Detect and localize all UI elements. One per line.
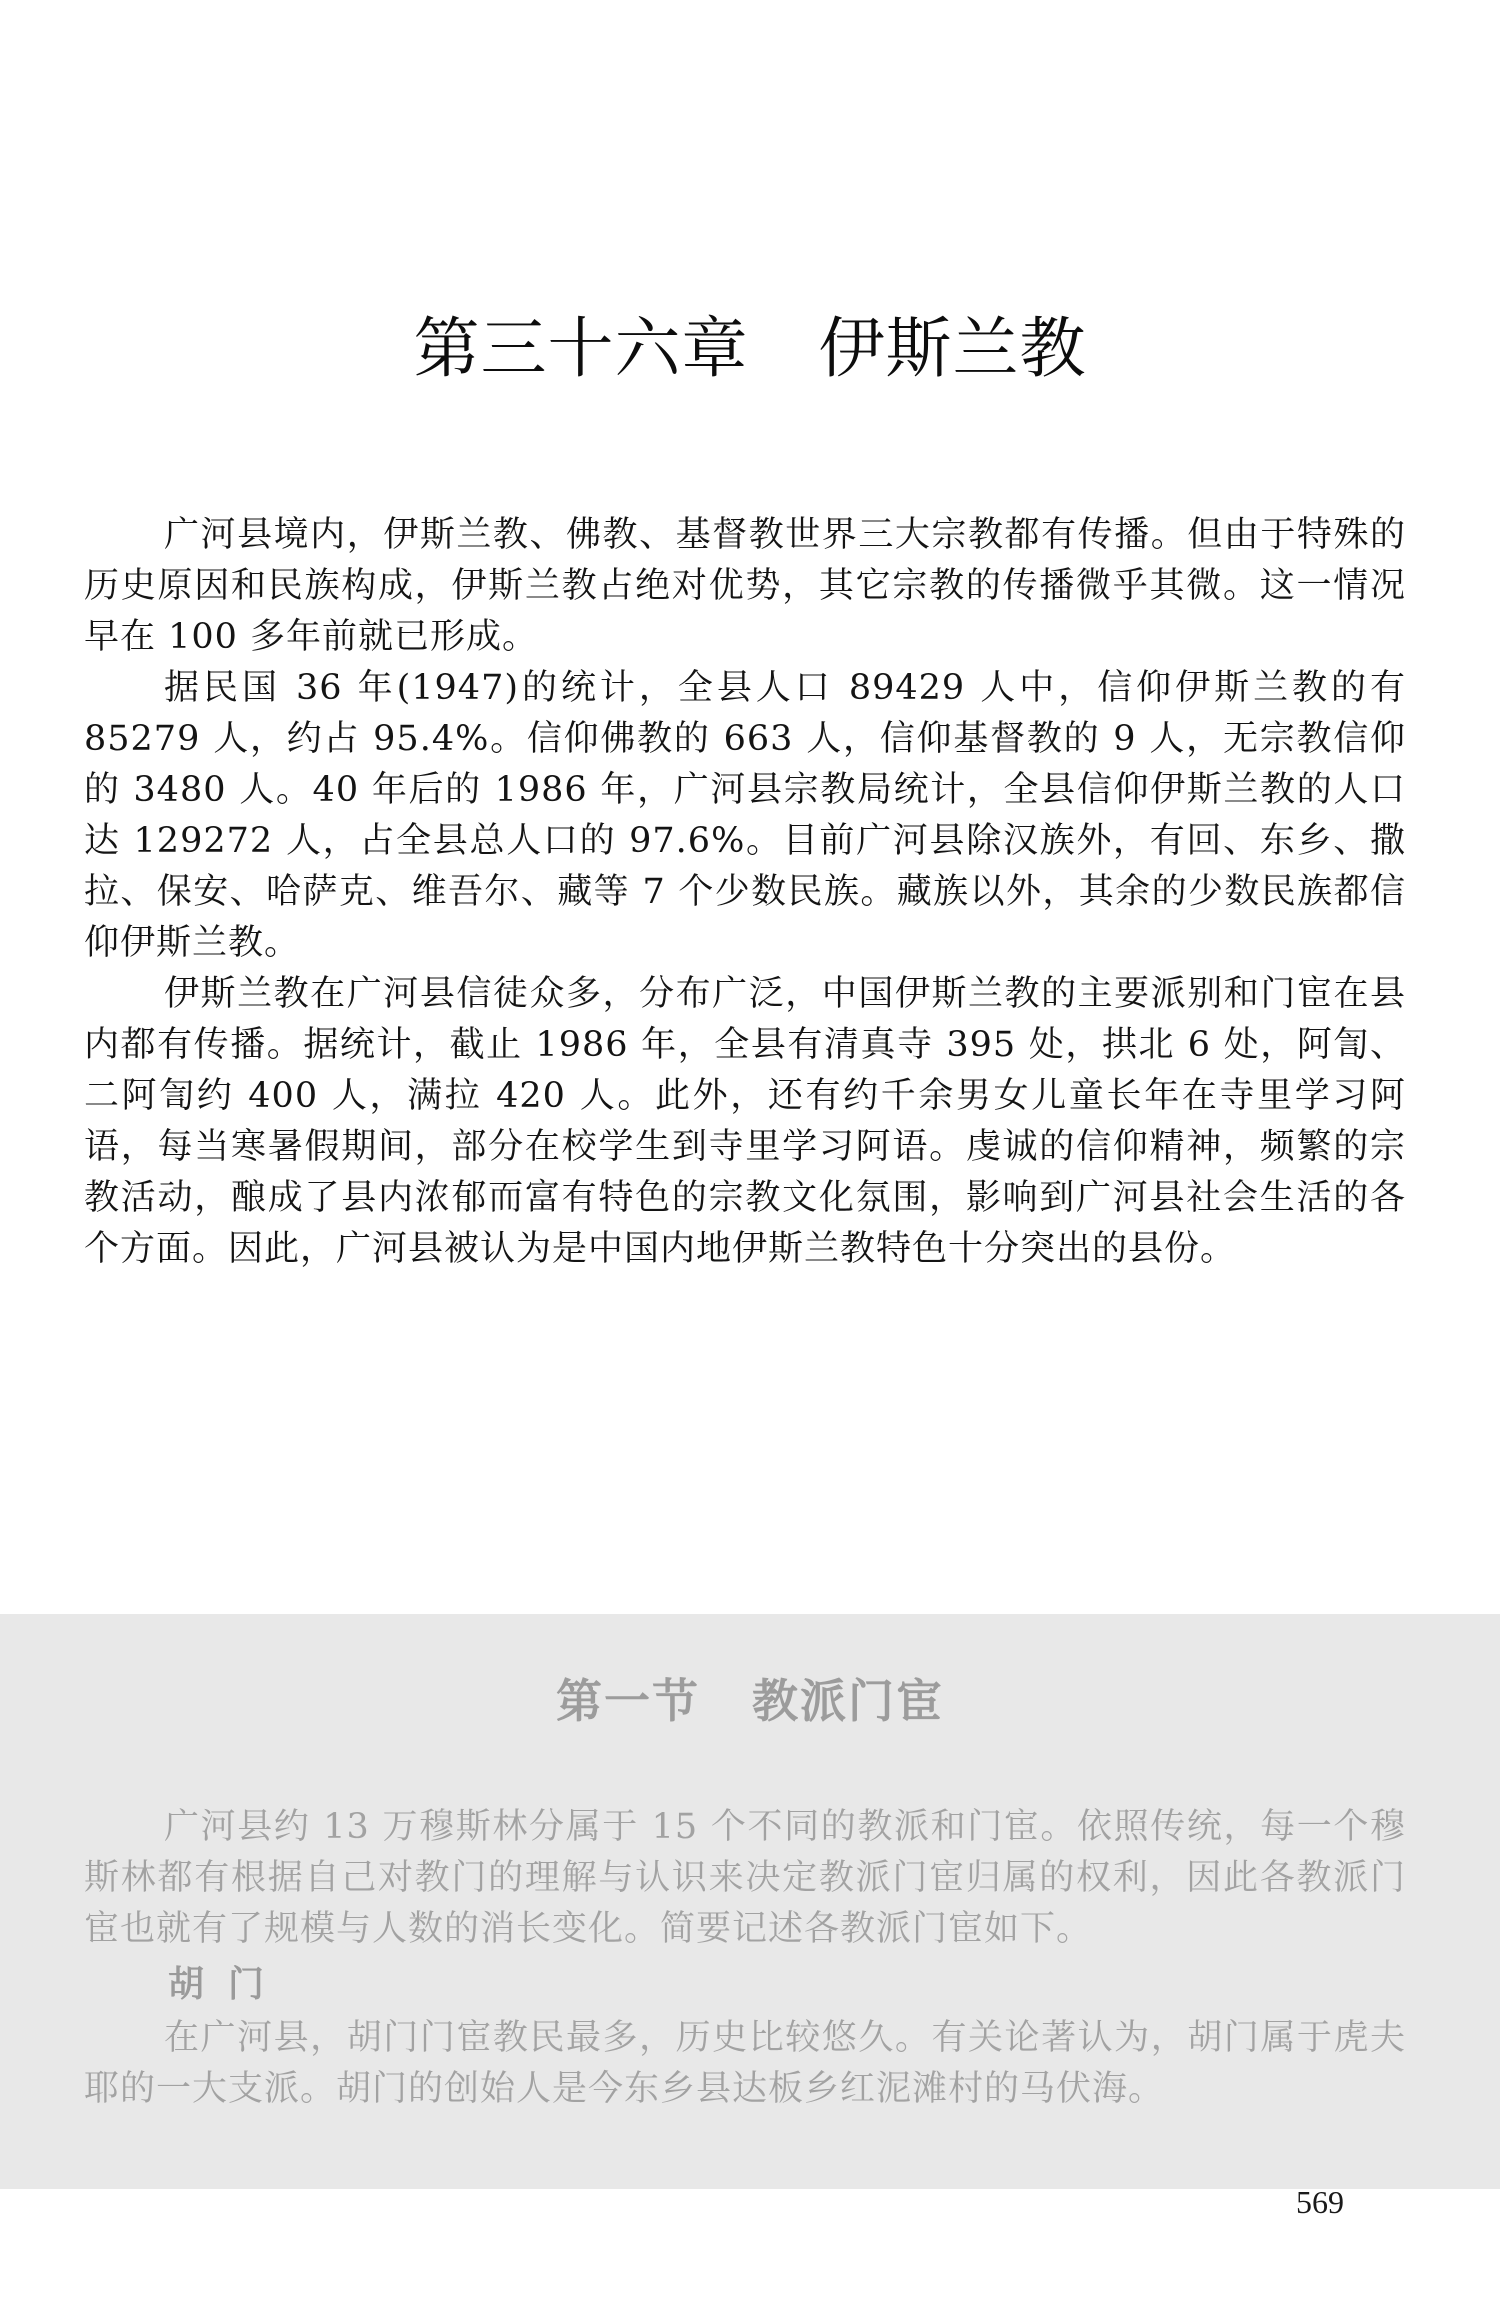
chapter-name: 伊斯兰教 bbox=[818, 310, 1087, 388]
chapter-number: 第三十六章 bbox=[413, 310, 749, 388]
section-name: 教派门宦 bbox=[752, 1674, 944, 1729]
paragraph-distribution: 伊斯兰教在广河县信徒众多，分布广泛，中国伊斯兰教的主要派别和门宦在县内都有传播。据统计，截止 1986 年，全县有清真寺 395 处，拱北 6 处，阿訇、二阿訇约 400 人，满拉 420 人。此外，还有约千余男女儿童长年在寺里学习阿语，每当寒暑假期间，部分在校学生到寺里学习阿语。虔诚的信仰精神，频繁的宗教活动，酿成了县内浓郁而富有特色的宗教文化氛围，影响到广河县社会生活的各个方面。因此，广河县被认为是中国内地伊斯兰教特色十分突出的县份。 bbox=[84, 974, 1406, 1269]
section-title bbox=[0, 1674, 1500, 1729]
subheading-humen: 胡门 bbox=[168, 1964, 289, 2005]
humen-paragraph: 在广河县，胡门门宦教民最多，历史比较悠久。有关论著认为，胡门属于虎夫耶的一大支派。胡门的创始人是今东乡县达板乡红泥滩村的马伏海。 bbox=[84, 2018, 1406, 2109]
chapter-title bbox=[0, 310, 1500, 388]
chapter-body bbox=[84, 510, 1406, 1275]
section-intro-paragraph: 广河县约 13 万穆斯林分属于 15 个不同的教派和门宦。依照传统，每一个穆斯林都有根据自己对教门的理解与认识来决定教派门宦归属的权利，因此各教派门宦也就有了规模与人数的消长变化。简要记述各教派门宦如下。 bbox=[84, 1807, 1406, 1949]
page-number: 569 bbox=[1296, 2184, 1344, 2220]
section-body bbox=[84, 1802, 1406, 2115]
section-number: 第一节 bbox=[556, 1674, 700, 1729]
paragraph-statistics: 据民国 36 年(1947)的统计，全县人口 89429 人中，信仰伊斯兰教的有 85279 人，约占 95.4%。信仰佛教的 663 人，信仰基督教的 9 人，无宗教信仰的 3480 人。40 年后的 1986 年，广河县宗教局统计，全县信仰伊斯兰教的人口达 129272 人，占全县总人口的 97.6%。目前广河县除汉族外，有回、东乡、撒拉、保安、哈萨克、维吾尔、藏等 7 个少数民族。藏族以外，其余的少数民族都信仰伊斯兰教。 bbox=[84, 668, 1406, 963]
paragraph-intro: 广河县境内，伊斯兰教、佛教、基督教世界三大宗教都有传播。但由于特殊的历史原因和民族构成，伊斯兰教占绝对优势，其它宗教的传播微乎其微。这一情况早在 100 多年前就已形成。 bbox=[84, 515, 1406, 657]
